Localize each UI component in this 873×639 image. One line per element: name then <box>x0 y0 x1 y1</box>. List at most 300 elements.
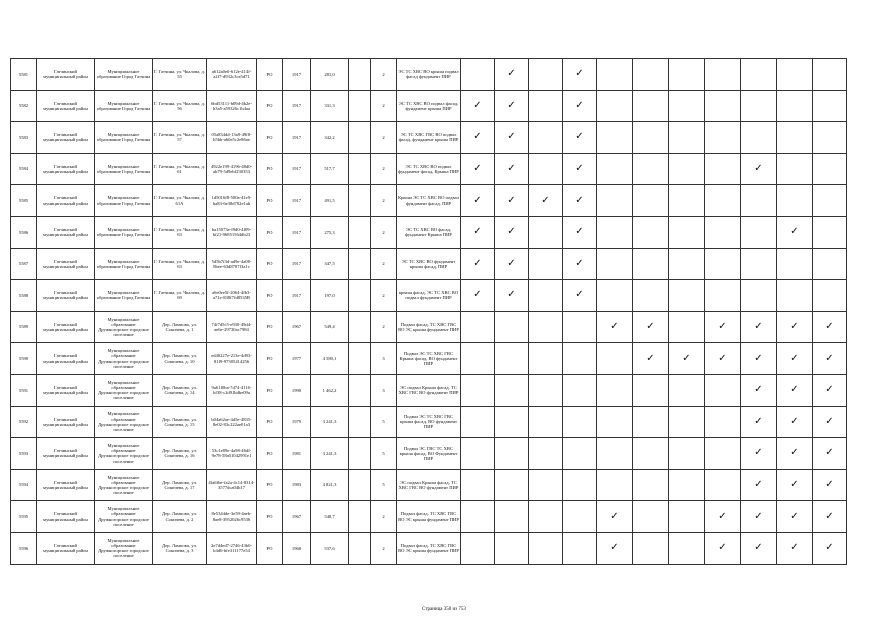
check-cell <box>461 153 495 185</box>
check-cell <box>529 469 563 501</box>
checkmark-icon: ✓ <box>473 257 482 269</box>
check-cell <box>529 280 563 312</box>
area-cell: 197,0 <box>311 280 349 312</box>
address-cell: Дер. Лампово, ул. Сокичева, д. 2 <box>153 501 207 533</box>
ro-cell: РО <box>257 438 283 470</box>
check-cell <box>777 185 813 217</box>
check-cell <box>705 406 741 438</box>
floors-cell: 2 <box>371 59 397 91</box>
check-cell <box>529 59 563 91</box>
check-cell <box>597 216 633 248</box>
check-cell <box>495 532 529 564</box>
spacer-cell <box>349 311 371 343</box>
data-table <box>10 58 847 565</box>
works-cell: Подвал ЭС ГВС ТС ХВС крыша фасад, ВО Фундамент ПИР <box>397 438 461 470</box>
check-cell <box>529 90 563 122</box>
spacer-cell <box>349 216 371 248</box>
checkmark-icon: ✓ <box>646 321 655 333</box>
floors-cell: 2 <box>371 280 397 312</box>
address-cell: Г. Гатчина, ул. Чкалова, д. 69 <box>153 280 207 312</box>
checkmark-icon: ✓ <box>646 352 655 364</box>
ro-cell: РО <box>257 248 283 280</box>
check-cell <box>669 311 705 343</box>
table-row <box>11 248 847 280</box>
table-row <box>11 59 847 91</box>
check-cell <box>741 406 777 438</box>
check-cell <box>633 469 669 501</box>
municipality-cell: Муниципальное образование Дружногорское городское поселение <box>95 469 153 501</box>
check-cell <box>741 153 777 185</box>
table-row <box>11 406 847 438</box>
guid-cell: 74f7d5c5-e930-49d4-ae6e-29730ac7984 <box>207 311 257 343</box>
check-cell <box>495 216 529 248</box>
ro-cell: РО <box>257 501 283 533</box>
check-cell <box>461 216 495 248</box>
table-row <box>11 90 847 122</box>
check-cell <box>813 248 847 280</box>
check-cell <box>741 343 777 375</box>
check-cell <box>495 406 529 438</box>
checkmark-icon: ✓ <box>507 194 516 206</box>
check-cell <box>563 438 597 470</box>
checkmark-icon: ✓ <box>575 257 584 269</box>
checkmark-icon: ✓ <box>575 289 584 301</box>
check-cell <box>705 185 741 217</box>
checkmark-icon: ✓ <box>473 99 482 111</box>
district-cell: Гатчинский муниципальный район <box>37 406 95 438</box>
year-cell: 1917 <box>283 185 311 217</box>
district-cell: Гатчинский муниципальный район <box>37 469 95 501</box>
municipality-cell: Муниципальное образование Дружногорское городское поселение <box>95 532 153 564</box>
table-row <box>11 374 847 406</box>
check-cell <box>777 248 813 280</box>
check-cell <box>633 153 669 185</box>
ro-cell: РО <box>257 280 283 312</box>
row-number: 5583 <box>11 122 37 154</box>
check-cell <box>777 469 813 501</box>
guid-cell: b04a62ae-4d5e-4835-8e02-83c222ae01a3 <box>207 406 257 438</box>
checkmark-icon: ✓ <box>825 352 834 364</box>
checkmark-icon: ✓ <box>718 510 727 522</box>
checkmark-icon: ✓ <box>718 321 727 333</box>
check-cell <box>563 343 597 375</box>
check-cell <box>813 406 847 438</box>
year-cell: 1967 <box>283 501 311 533</box>
floors-cell: 2 <box>371 216 397 248</box>
year-cell: 1983 <box>283 469 311 501</box>
checkmark-icon: ✓ <box>541 194 550 206</box>
table-row <box>11 153 847 185</box>
spacer-cell <box>349 438 371 470</box>
ro-cell: РО <box>257 343 283 375</box>
check-cell <box>597 438 633 470</box>
guid-cell: 8e5344de-3e59-4aeb-8ae8-3952026c9536 <box>207 501 257 533</box>
year-cell: 1977 <box>283 343 311 375</box>
works-cell: крыша фасад, ЭС ТС ХВС ВО подвал фундамент ПИР <box>397 280 461 312</box>
check-cell <box>563 122 597 154</box>
spacer-cell <box>349 469 371 501</box>
floors-cell: 2 <box>371 532 397 564</box>
check-cell <box>597 374 633 406</box>
check-cell <box>705 59 741 91</box>
check-cell <box>777 153 813 185</box>
municipality-cell: Муниципальное образование Дружногорское городское поселение <box>95 343 153 375</box>
address-cell: Дер. Лампово, ул. Сокичева, д. 17 <box>153 469 207 501</box>
check-cell <box>741 216 777 248</box>
ro-cell: РО <box>257 90 283 122</box>
check-cell <box>813 311 847 343</box>
check-cell <box>741 280 777 312</box>
floors-cell: 2 <box>371 153 397 185</box>
table-row <box>11 438 847 470</box>
area-cell: 491,5 <box>311 185 349 217</box>
check-cell <box>563 469 597 501</box>
district-cell: Гатчинский муниципальный район <box>37 90 95 122</box>
checkmark-icon: ✓ <box>610 510 619 522</box>
checkmark-icon: ✓ <box>575 131 584 143</box>
check-cell <box>597 185 633 217</box>
checkmark-icon: ✓ <box>790 321 799 333</box>
guid-cell: 4922e199-4196-48d0-ab79-5d9ebf230353 <box>207 153 257 185</box>
area-cell: 275,3 <box>311 216 349 248</box>
checkmark-icon: ✓ <box>754 321 763 333</box>
checkmark-icon: ✓ <box>790 479 799 491</box>
check-cell <box>529 216 563 248</box>
address-cell: Дер. Лампово, ул. Сокичева, д. 1 <box>153 311 207 343</box>
guid-cell: 53c1e89e-4a98-46df-9e78-58a01042991e1 <box>207 438 257 470</box>
works-cell: Подвал ЭС ТС ХВС ГВС Крыша фасад, ВО фундамент ПИР <box>397 343 461 375</box>
year-cell: 1917 <box>283 153 311 185</box>
checkmark-icon: ✓ <box>575 68 584 80</box>
check-cell <box>597 90 633 122</box>
area-cell: 3 241,3 <box>311 438 349 470</box>
checkmark-icon: ✓ <box>575 194 584 206</box>
table-row <box>11 122 847 154</box>
guid-cell: ba15073e-f9d0-4f09-bf21-96851564db23 <box>207 216 257 248</box>
row-number: 5587 <box>11 248 37 280</box>
checkmark-icon: ✓ <box>575 99 584 111</box>
check-cell <box>529 343 563 375</box>
check-cell <box>705 280 741 312</box>
floors-cell: 3 <box>371 374 397 406</box>
check-cell <box>563 248 597 280</box>
checkmark-icon: ✓ <box>825 384 834 396</box>
district-cell: Гатчинский муниципальный район <box>37 501 95 533</box>
check-cell <box>461 59 495 91</box>
checkmark-icon: ✓ <box>507 68 516 80</box>
check-cell <box>705 248 741 280</box>
checkmark-icon: ✓ <box>718 542 727 554</box>
row-number: 5594 <box>11 469 37 501</box>
year-cell: 1968 <box>283 532 311 564</box>
spacer-cell <box>349 343 371 375</box>
ro-cell: РО <box>257 153 283 185</box>
spacer-cell <box>349 153 371 185</box>
check-cell <box>669 122 705 154</box>
check-cell <box>495 185 529 217</box>
check-cell <box>633 343 669 375</box>
works-cell: Подвал фасад, ТС ХВС ГВС ВО ЭС крыша фундамент ПИР <box>397 501 461 533</box>
year-cell: 1917 <box>283 59 311 91</box>
check-cell <box>777 59 813 91</box>
guid-cell: 2e7d4ed7-2746-43b0-b4d6-bfe311177e54 <box>207 532 257 564</box>
spacer-cell <box>349 280 371 312</box>
address-cell: Г. Гатчина, ул. Чкалова, д. 55 <box>153 59 207 91</box>
ro-cell: РО <box>257 374 283 406</box>
spacer-cell <box>349 59 371 91</box>
checkmark-icon: ✓ <box>754 163 763 175</box>
area-cell: 281,0 <box>311 59 349 91</box>
check-cell <box>495 122 529 154</box>
check-cell <box>529 185 563 217</box>
check-cell <box>633 59 669 91</box>
check-cell <box>777 501 813 533</box>
district-cell: Гатчинский муниципальный район <box>37 438 95 470</box>
check-cell <box>597 501 633 533</box>
ro-cell: РО <box>257 122 283 154</box>
check-cell <box>633 248 669 280</box>
check-cell <box>741 59 777 91</box>
checkmark-icon: ✓ <box>790 510 799 522</box>
checkmark-icon: ✓ <box>507 226 516 238</box>
check-cell <box>597 311 633 343</box>
check-cell <box>529 311 563 343</box>
check-cell <box>633 311 669 343</box>
check-cell <box>705 469 741 501</box>
checkmark-icon: ✓ <box>610 542 619 554</box>
check-cell <box>461 343 495 375</box>
floors-cell: 5 <box>371 406 397 438</box>
check-cell <box>597 532 633 564</box>
checkmark-icon: ✓ <box>507 99 516 111</box>
check-cell <box>495 153 529 185</box>
spacer-cell <box>349 374 371 406</box>
checkmark-icon: ✓ <box>754 415 763 427</box>
check-cell <box>669 216 705 248</box>
check-cell <box>597 59 633 91</box>
row-number: 5586 <box>11 216 37 248</box>
check-cell <box>741 438 777 470</box>
address-cell: Дер. Лампово, ул. Сокичева, д. 3 <box>153 532 207 564</box>
check-cell <box>813 469 847 501</box>
address-cell: Г. Гатчина, ул. Чкалова, д. 63 <box>153 248 207 280</box>
check-cell <box>461 469 495 501</box>
checkmark-icon: ✓ <box>718 352 727 364</box>
check-cell <box>669 532 705 564</box>
check-cell <box>495 311 529 343</box>
year-cell: 1981 <box>283 438 311 470</box>
ro-cell: РО <box>257 406 283 438</box>
checkmark-icon: ✓ <box>754 352 763 364</box>
municipality-cell: Муниципальное образование Город Гатчина <box>95 59 153 91</box>
check-cell <box>813 374 847 406</box>
checkmark-icon: ✓ <box>682 352 691 364</box>
table-row <box>11 216 847 248</box>
check-cell <box>705 501 741 533</box>
checkmark-icon: ✓ <box>754 447 763 459</box>
check-cell <box>563 311 597 343</box>
checkmark-icon: ✓ <box>825 510 834 522</box>
checkmark-icon: ✓ <box>790 415 799 427</box>
table-row <box>11 343 847 375</box>
guid-cell: 6bd53111-b09d-4b2e-b3a5-a59326c1b4aa <box>207 90 257 122</box>
check-cell <box>529 153 563 185</box>
row-number: 5589 <box>11 311 37 343</box>
area-cell: 537,6 <box>311 532 349 564</box>
check-cell <box>495 501 529 533</box>
check-cell <box>777 311 813 343</box>
check-cell <box>461 501 495 533</box>
checkmark-icon: ✓ <box>790 447 799 459</box>
row-number: 5593 <box>11 438 37 470</box>
works-cell: Крыша ЭС ТС ХВС ВО подвал фундамент фасад, ПИР <box>397 185 461 217</box>
check-cell <box>597 280 633 312</box>
year-cell: 1990 <box>283 374 311 406</box>
check-cell <box>633 185 669 217</box>
area-cell: 548,7 <box>311 501 349 533</box>
check-cell <box>777 406 813 438</box>
check-cell <box>461 438 495 470</box>
works-cell: ЭС ТС ХВС ВО фасад, фундамент Крыша ПИР <box>397 216 461 248</box>
check-cell <box>495 374 529 406</box>
spacer-cell <box>349 248 371 280</box>
municipality-cell: Муниципальное образование Дружногорское городское поселение <box>95 438 153 470</box>
spacer-cell <box>349 501 371 533</box>
checkmark-icon: ✓ <box>790 542 799 554</box>
check-cell <box>563 406 597 438</box>
check-cell <box>669 90 705 122</box>
check-cell <box>741 532 777 564</box>
address-cell: Г. Гатчина, ул. Чкалова, д. 57 <box>153 122 207 154</box>
check-cell <box>597 153 633 185</box>
check-cell <box>495 469 529 501</box>
checkmark-icon: ✓ <box>754 542 763 554</box>
check-cell <box>669 469 705 501</box>
check-cell <box>669 501 705 533</box>
checkmark-icon: ✓ <box>825 321 834 333</box>
check-cell <box>813 122 847 154</box>
check-cell <box>705 311 741 343</box>
municipality-cell: Муниципальное образование Город Гатчина <box>95 153 153 185</box>
check-cell <box>461 280 495 312</box>
check-cell <box>461 406 495 438</box>
check-cell <box>529 406 563 438</box>
area-cell: 517,7 <box>311 153 349 185</box>
check-cell <box>461 248 495 280</box>
floors-cell: 2 <box>371 501 397 533</box>
check-cell <box>741 374 777 406</box>
ro-cell: РО <box>257 469 283 501</box>
check-cell <box>669 343 705 375</box>
year-cell: 1979 <box>283 406 311 438</box>
guid-cell: a6e0ee5f-2064-4fb3-a71e-838f7fd8535B <box>207 280 257 312</box>
check-cell <box>495 438 529 470</box>
floors-cell: 5 <box>371 469 397 501</box>
district-cell: Гатчинский муниципальный район <box>37 185 95 217</box>
check-cell <box>633 406 669 438</box>
ro-cell: РО <box>257 216 283 248</box>
district-cell: Гатчинский муниципальный район <box>37 248 95 280</box>
check-cell <box>741 185 777 217</box>
guid-cell: 05a834dd-13a9-49f8-b5bb-a60e5c2e86ae <box>207 122 257 154</box>
checkmark-icon: ✓ <box>473 226 482 238</box>
check-cell <box>813 532 847 564</box>
check-cell <box>633 280 669 312</box>
check-cell <box>461 90 495 122</box>
row-number: 5596 <box>11 532 37 564</box>
check-cell <box>461 185 495 217</box>
works-cell: ЭС ТС ХВС ГВС ВО подвал фасад, фундамент крыша ПИР <box>397 122 461 154</box>
check-cell <box>669 438 705 470</box>
check-cell <box>633 532 669 564</box>
check-cell <box>813 90 847 122</box>
check-cell <box>529 122 563 154</box>
check-cell <box>563 374 597 406</box>
check-cell <box>563 153 597 185</box>
check-cell <box>495 343 529 375</box>
checkmark-icon: ✓ <box>575 163 584 175</box>
checkmark-icon: ✓ <box>825 479 834 491</box>
district-cell: Гатчинский муниципальный район <box>37 280 95 312</box>
address-cell: Дер. Лампово, ул. Сокичева, д. 15 <box>153 406 207 438</box>
row-number: 5585 <box>11 185 37 217</box>
check-cell <box>813 280 847 312</box>
check-cell <box>563 280 597 312</box>
district-cell: Гатчинский муниципальный район <box>37 311 95 343</box>
municipality-cell: Муниципальное образование Дружногорское городское поселение <box>95 374 153 406</box>
year-cell: 1917 <box>283 248 311 280</box>
spacer-cell <box>349 185 371 217</box>
check-cell <box>633 122 669 154</box>
check-cell <box>669 374 705 406</box>
check-cell <box>669 59 705 91</box>
table-row <box>11 501 847 533</box>
row-number: 5595 <box>11 501 37 533</box>
check-cell <box>669 248 705 280</box>
check-cell <box>495 59 529 91</box>
check-cell <box>597 122 633 154</box>
works-cell: ЭС ТС ХВС ВО подвал фасад, фундамент крыша ПИР <box>397 90 461 122</box>
checkmark-icon: ✓ <box>790 352 799 364</box>
guid-cell: 9a61f0ba-7d74-4116-bf38-c2d91bdbe09a <box>207 374 257 406</box>
check-cell <box>529 501 563 533</box>
page-footer: Страница 350 из 753 <box>422 607 466 612</box>
check-cell <box>813 185 847 217</box>
checkmark-icon: ✓ <box>507 163 516 175</box>
municipality-cell: Муниципальное образование Дружногорское городское поселение <box>95 311 153 343</box>
year-cell: 1967 <box>283 311 311 343</box>
check-cell <box>461 374 495 406</box>
district-cell: Гатчинский муниципальный район <box>37 374 95 406</box>
municipality-cell: Муниципальное образование Город Гатчина <box>95 216 153 248</box>
ro-cell: РО <box>257 532 283 564</box>
check-cell <box>529 374 563 406</box>
ro-cell: РО <box>257 59 283 91</box>
check-cell <box>741 90 777 122</box>
spacer-cell <box>349 90 371 122</box>
checkmark-icon: ✓ <box>825 447 834 459</box>
check-cell <box>705 532 741 564</box>
check-cell <box>741 248 777 280</box>
check-cell <box>563 59 597 91</box>
year-cell: 1917 <box>283 122 311 154</box>
works-cell: ЭС ТС ХВС ВО подвал фундамент фасад, Крыша ПИР <box>397 153 461 185</box>
district-cell: Гатчинский муниципальный район <box>37 343 95 375</box>
works-cell: ЭС ТС ХВС ВО фундамент крыша фасад, ПИР <box>397 248 461 280</box>
row-number: 5582 <box>11 90 37 122</box>
address-cell: Г. Гатчина, ул. Чкалова, д. 56 <box>153 90 207 122</box>
checkmark-icon: ✓ <box>790 384 799 396</box>
